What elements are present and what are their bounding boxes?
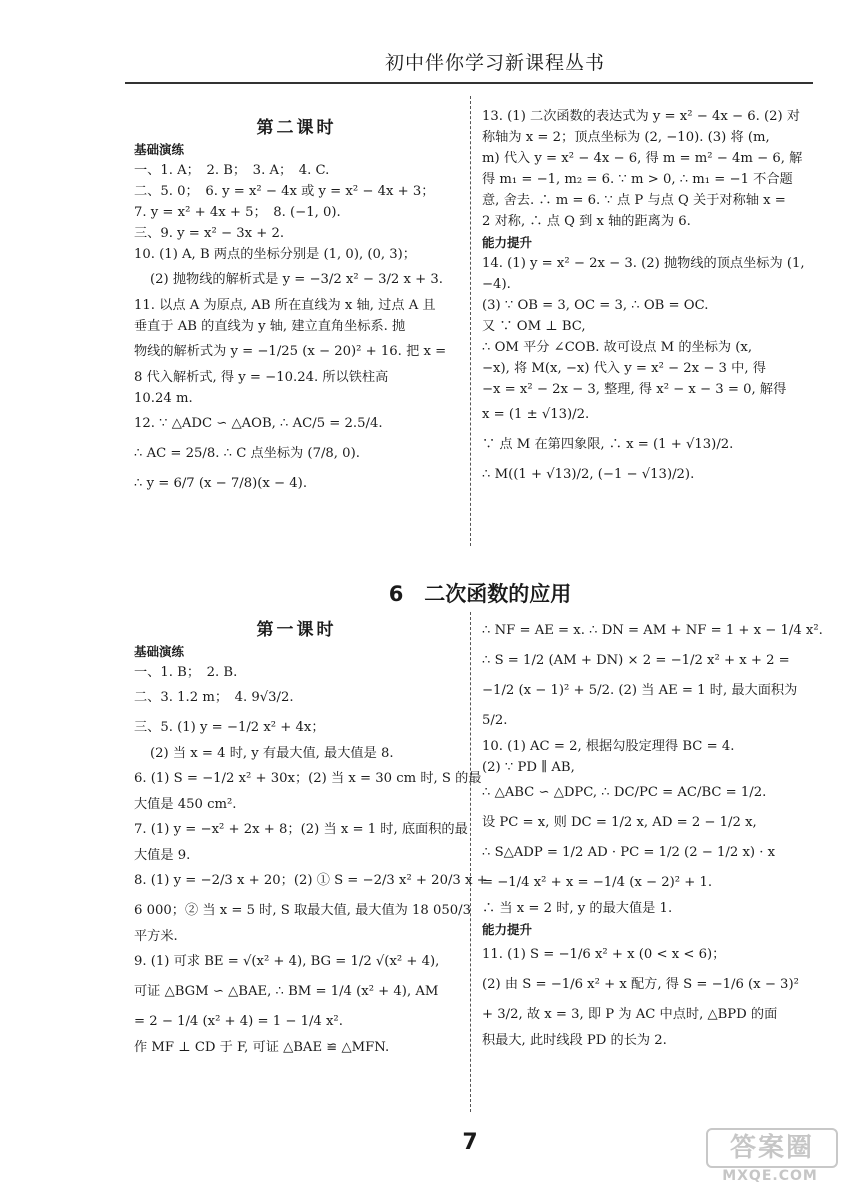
answer-line: ∴ AC = 25/8. ∴ C 点坐标为 (7/8, 0). [134,446,360,461]
watermark-logo: 答案圈 [706,1128,838,1168]
answer-line: ∴ S = 1/2 (AM + DN) × 2 = −1/2 x² + x + 2 = [482,653,790,668]
section-label-basic: 基础演练 [134,142,185,157]
answer-line: 作 MF ⊥ CD 于 F, 可证 △BAE ≌ △MFN. [134,1040,390,1055]
section-label-basic: 基础演练 [134,644,185,659]
top-left-column [134,118,459,499]
section-label-ability: 能力提升 [482,235,533,250]
answer-line: 11. (1) S = −1/6 x² + x (0 < x < 6)； [482,947,726,962]
lesson-heading-first: 第一课时 [256,620,337,640]
section-label-ability: 能力提升 [482,922,533,937]
answer-line: 13. (1) 二次函数的表达式为 y = x² − 4x − 6. (2) 对 [482,109,801,124]
answer-line: 14. (1) y = x² − 2x − 3. (2) 抛物线的顶点坐标为 (1, [482,256,805,271]
answer-line: = 2 − 1/4 (x² + 4) = 1 − 1/4 x². [134,1014,343,1029]
answer-line: 大值是 9. [134,848,191,863]
answer-line: ∵ 点 M 在第四象限, ∴ x = (1 + √13)/2. [482,437,734,452]
answer-line: ∴ S△ADP = 1/2 AD · PC = 1/2 (2 − 1/2 x) · x [482,845,776,860]
answer-line: ∴ NF = AE = x. ∴ DN = AM + NF = 1 + x − 1/4 x². [482,623,823,638]
answer-line: −4). [482,277,511,292]
answer-line: 12. ∵ △ADC ∽ △AOB, ∴ AC/5 = 2.5/4. [134,416,383,431]
answer-line: 7. y = x² + 4x + 5； 8. (−1, 0). [134,205,341,220]
answer-line: 9. (1) 可求 BE = √(x² + 4), BG = 1/2 √(x² + 4), [134,954,440,969]
bottom-left-column [134,620,488,1058]
answer-line: −x = x² − 2x − 3, 整理, 得 x² − x − 3 = 0, 解得 [482,382,787,397]
answer-line: ∴ OM 平分 ∠COB. 故可设点 M 的坐标为 (x, [482,340,753,355]
answer-line: (3) ∵ OB = 3, OC = 3, ∴ OB = OC. [482,298,709,313]
bottom-right-column [482,616,823,1051]
lesson-heading-second: 第二课时 [256,118,337,138]
answer-line: 平方米. [134,929,178,944]
answer-line: 二、5. 0； 6. y = x² − 4x 或 y = x² − 4x + 3； [134,184,435,199]
column-divider-bottom [470,612,471,1112]
answer-line: (2) 抛物线的解析式是 y = −3/2 x² − 3/2 x + 3. [150,272,443,287]
book-series-title: 初中伴你学习新课程丛书 [384,52,605,74]
answer-line: 2 对称, ∴ 点 Q 到 x 轴的距离为 6. [482,214,691,229]
answer-line: −x), 将 M(x, −x) 代入 y = x² − 2x − 3 中, 得 [482,361,766,376]
answer-line: 8. (1) y = −2/3 x + 20；(2) ① S = −2/3 x² + 20/3 x + [134,873,488,888]
answer-line: 5/2. [482,713,508,728]
answer-line: + 3/2, 故 x = 3, 即 P 为 AC 中点时, △BPD 的面 [482,1007,778,1022]
answer-line: ∴ △ABC ∽ △DPC, ∴ DC/PC = AC/BC = 1/2. [482,785,767,800]
answer-line: 7. (1) y = −x² + 2x + 8；(2) 当 x = 1 时, 底面积的最 [134,822,468,837]
answer-line: 大值是 450 cm². [134,797,237,812]
answer-line: 一、1. A； 2. B； 3. A； 4. C. [134,163,330,178]
answer-line: (2) 由 S = −1/6 x² + x 配方, 得 S = −1/6 (x − 3)² [482,977,799,992]
page-number: 7 [462,1130,478,1155]
answer-line: 意, 舍去. ∴ m = 6. ∵ 点 P 与点 Q 关于对称轴 x = [482,193,786,208]
answer-line: ∴ M((1 + √13)/2, (−1 − √13)/2). [482,467,695,482]
answer-line: 10.24 m. [134,391,193,406]
watermark-url: MXQE.COM [722,1168,818,1184]
answer-line: 设 PC = x, 则 DC = 1/2 x, AD = 2 − 1/2 x, [482,815,757,830]
answer-line: 可证 △BGM ∽ △BAE, ∴ BM = 1/4 (x² + 4), AM [134,984,439,999]
answer-line: 三、5. (1) y = −1/2 x² + 4x； [134,720,325,735]
answer-line: 三、9. y = x² − 3x + 2. [134,226,285,241]
answer-line: m) 代入 y = x² − 4x − 6, 得 m = m² − 4m − 6, 解 [482,151,803,166]
answer-line: 积最大, 此时线段 PD 的长为 2. [482,1033,667,1048]
answer-line: 10. (1) AC = 2, 根据勾股定理得 BC = 4. [482,739,735,754]
answer-line: 又 ∵ OM ⊥ BC, [482,319,586,334]
top-right-column [482,106,817,490]
answer-line: −1/2 (x − 1)² + 5/2. (2) 当 AE = 1 时, 最大面积为 [482,683,798,698]
answer-line: 6 000；② 当 x = 5 时, S 取最大值, 最大值为 18 050/3 [134,903,472,918]
answer-line: ∴ 当 x = 2 时, y 的最大值是 1. [482,901,673,916]
answer-line: 得 m₁ = −1, m₂ = 6. ∵ m > 0, ∴ m₁ = −1 不合题 [482,172,793,187]
answer-line: 10. (1) A, B 两点的坐标分别是 (1, 0), (0, 3)； [134,247,416,262]
header-rule [125,82,813,84]
answer-line: 11. 以点 A 为原点, AB 所在直线为 x 轴, 过点 A 且 [134,298,436,313]
answer-line: (2) ∵ PD ∥ AB, [482,760,575,775]
answer-line: (2) 当 x = 4 时, y 有最大值, 最大值是 8. [150,746,394,761]
answer-line: 称轴为 x = 2；顶点坐标为 (2, −10). (3) 将 (m, [482,130,770,145]
answer-line: = −1/4 x² + x = −1/4 (x − 2)² + 1. [482,875,713,890]
section-title: 6 二次函数的应用 [388,582,572,606]
answer-line: 二、3. 1.2 m； 4. 9√3/2. [134,690,294,705]
answer-line: x = (1 ± √13)/2. [482,407,590,422]
answer-line: 垂直于 AB 的直线为 y 轴, 建立直角坐标系. 抛 [134,319,406,334]
answer-line: 物线的解析式为 y = −1/25 (x − 20)² + 16. 把 x = [134,344,447,359]
answer-line: 一、1. B； 2. B. [134,665,238,680]
answer-line: 6. (1) S = −1/2 x² + 30x；(2) 当 x = 30 cm 时, S 的最 [134,771,482,786]
answer-line: 8 代入解析式, 得 y = −10.24. 所以铁柱高 [134,370,389,385]
column-divider-top [470,96,471,546]
answer-line: ∴ y = 6/7 (x − 7/8)(x − 4). [134,476,308,491]
